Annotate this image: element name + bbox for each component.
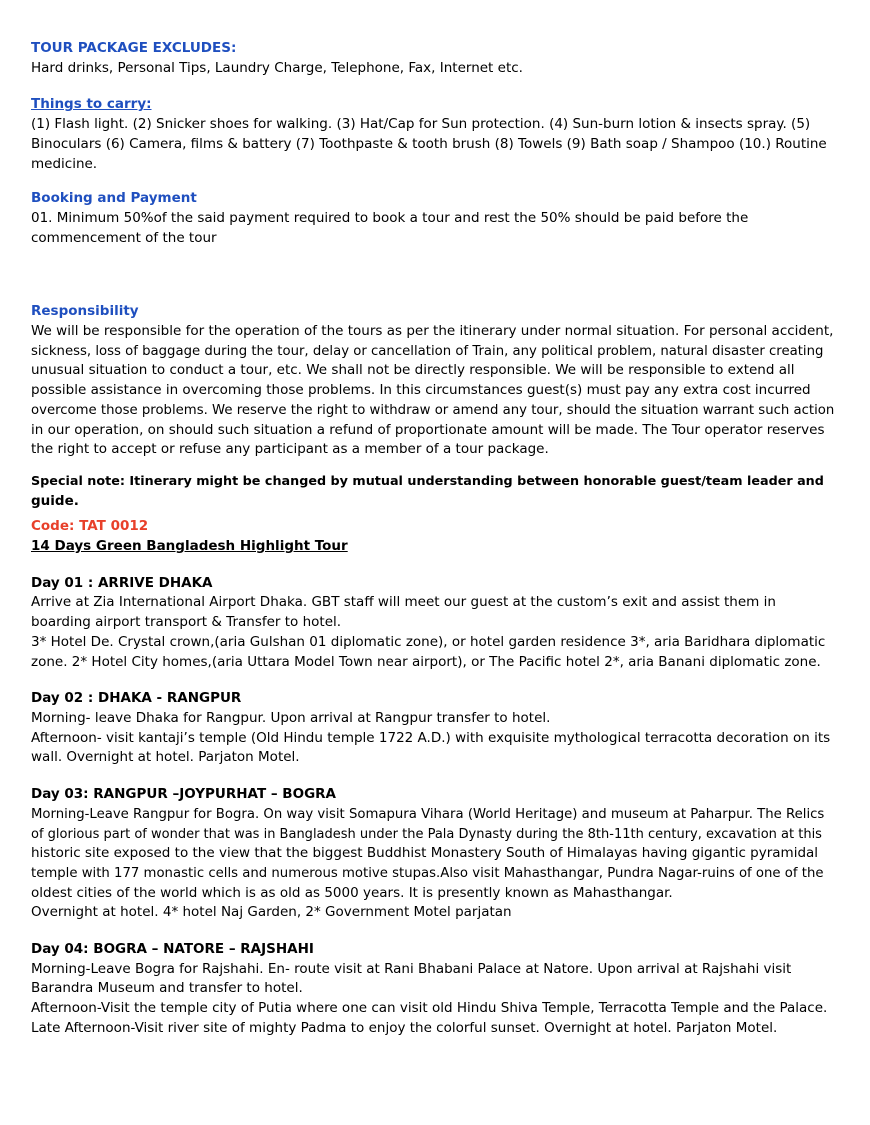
- day-01: [31, 574, 836, 673]
- day-line: oldest cities of the world which is as old as 5000 years. It is presently known as Mahasthangar.: [31, 884, 673, 901]
- day-line: temple with 177 monastic cells and numerous motive stupas.Also visit Mahasthangar, Pundra Nagar-ruins of one of the: [31, 865, 824, 881]
- excludes-text: Hard drinks, Personal Tips, Laundry Charge, Telephone, Fax, Internet etc.: [31, 59, 523, 76]
- day-line: Afternoon- visit kantaji’s temple (Old Hindu temple 1722 A.D.) with exquisite mythological terracotta decoration on its: [31, 729, 831, 746]
- day-line: Late Afternoon-Visit river site of mighty Padma to enjoy the colorful sunset. Overnight at hotel. Parjaton Motel.: [31, 1019, 778, 1036]
- carry-line: medicine.: [31, 155, 98, 172]
- booking-line: commencement of the tour: [31, 229, 217, 246]
- day-line: Afternoon-Visit the temple city of Putia where one can visit old Hindu Shiva Temple, Terracotta Temple and the Palace.: [31, 1000, 828, 1017]
- day-line: Morning-Leave Rangpur for Bogra. On way visit Somapura Vihara (World Heritage) and museum at Paharpur. The Relics: [31, 806, 825, 822]
- day-line: Barandra Museum and transfer to hotel.: [31, 980, 303, 997]
- day-line: 3* Hotel De. Crystal crown,(aria Gulshan 01 diplomatic zone), or hotel garden residence 3*, aria Baridhara diplomatic: [31, 633, 826, 650]
- day-heading: Day 03: RANGPUR –JOYPURHAT – BOGRA: [31, 786, 337, 803]
- tour-header: [31, 517, 836, 556]
- day-line: historic site exposed to the view that the biggest Buddhist Monastery South of Himalayas having gigantic pyramidal: [31, 845, 819, 862]
- responsibility-heading: Responsibility: [31, 303, 139, 320]
- day-line: boarding airport transport & Transfer to hotel.: [31, 614, 342, 631]
- responsibility-line: in our operation, on should such situation a refund of proportionate amount will be made. The Tour operator reserves: [31, 421, 825, 438]
- carry-line: Binoculars (6) Camera, films & battery (7) Toothpaste & tooth brush (8) Towels (9) Bath soap / Shampoo (10.) Routine: [31, 135, 827, 152]
- tour-code: Code: TAT 0012: [31, 518, 149, 535]
- special-note-line: Special note: Itinerary might be changed by mutual understanding between honorable guest/team leader and: [31, 473, 824, 489]
- booking-line: 01. Minimum 50%of the said payment required to book a tour and rest the 50% should be paid before the: [31, 209, 749, 226]
- responsibility-line: possible assistance in overcoming those problems. In this circumstances guest(s) must pay any extra cost incurred: [31, 382, 811, 399]
- excludes-section: [31, 39, 836, 78]
- day-heading: Day 02 : DHAKA - RANGPUR: [31, 690, 242, 707]
- day-line: Morning-Leave Bogra for Rajshahi. En- route visit at Rani Bhabani Palace at Natore. Upon arrival at Rajshahi visit: [31, 960, 792, 977]
- responsibility-line: We will be responsible for the operation of the tours as per the itinerary under normal situation. For personal accident,: [31, 323, 834, 340]
- day-heading: Day 04: BOGRA – NATORE – RAJSHAHI: [31, 941, 314, 958]
- special-note: [31, 472, 836, 511]
- day-line: wall. Overnight at hotel. Parjaton Motel.: [31, 749, 300, 766]
- carry-heading: Things to carry:: [31, 96, 152, 113]
- responsibility-section: [31, 302, 836, 460]
- carry-line: (1) Flash light. (2) Snicker shoes for walking. (3) Hat/Cap for Sun protection. (4) Sun-burn lotion & insects spray. (5): [31, 116, 811, 133]
- responsibility-line: unusual situation to conduct a tour, etc. We shall not be directly responsible. We will be responsible to extend all: [31, 362, 795, 379]
- document-page: [31, 39, 836, 1039]
- day-heading: Day 01 : ARRIVE DHAKA: [31, 574, 213, 591]
- day-04: [31, 940, 836, 1039]
- responsibility-line: overcome those problems. We reserve the right to withdraw or amend any tour, should the situation warrant such action: [31, 402, 835, 418]
- responsibility-line: sickness, loss of baggage during the tour, delay or cancellation of Train, any political problem, natural disaster creating: [31, 343, 824, 359]
- day-line: of glorious part of wonder that was in Bangladesh under the Pala Dynasty during the 8th-11th century, excavation at this: [31, 826, 822, 842]
- day-03: [31, 785, 836, 923]
- carry-section: [31, 95, 836, 174]
- responsibility-line: the right to accept or refuse any participant as a member of a tour package.: [31, 441, 549, 458]
- excludes-heading: TOUR PACKAGE EXCLUDES:: [31, 40, 237, 56]
- booking-section: [31, 189, 836, 248]
- booking-heading: Booking and Payment: [31, 190, 197, 207]
- day-line: Arrive at Zia International Airport Dhaka. GBT staff will meet our guest at the custom’s exit and assist them in: [31, 594, 776, 611]
- day-line: Morning- leave Dhaka for Rangpur. Upon arrival at Rangpur transfer to hotel.: [31, 709, 551, 726]
- day-line: zone. 2* Hotel City homes,(aria Uttara Model Town near airport), or The Pacific hotel 2*, aria Banani diplomatic zone.: [31, 653, 821, 670]
- special-note-line: guide.: [31, 492, 79, 509]
- day-line: Overnight at hotel. 4* hotel Naj Garden, 2* Government Motel parjatan: [31, 904, 512, 921]
- day-02: [31, 689, 836, 768]
- tour-title: 14 Days Green Bangladesh Highlight Tour: [31, 538, 348, 555]
